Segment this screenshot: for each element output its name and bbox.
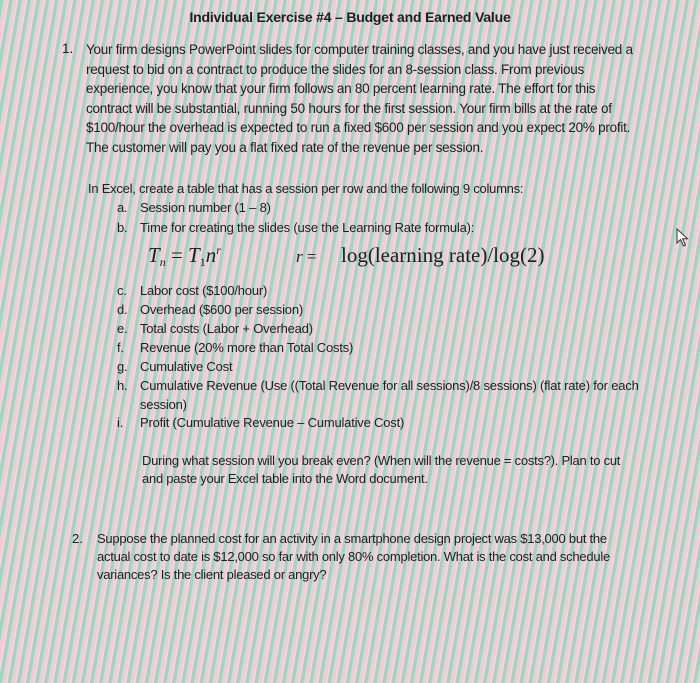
question-1-line: contract will be substantial, running 50 hours for the first session. Your firm bills at the rate of xyxy=(86,100,612,116)
question-2-line: Suppose the planned cost for an activity in a smartphone design project was $13,000 but the xyxy=(97,531,607,546)
list-marker: i. xyxy=(117,415,124,430)
list-text: Overhead ($600 per session) xyxy=(140,302,303,317)
question-1-line: request to bid on a contract to produce the slides for an 8-session class. From previous xyxy=(86,61,585,77)
list-text: Revenue (20% more than Total Costs) xyxy=(140,340,354,355)
list-marker: c. xyxy=(117,283,127,298)
formula-superscript: r xyxy=(216,243,221,257)
breakeven-line: During what session will you break even? (When will the revenue = costs?). Plan to cut xyxy=(142,453,621,468)
formula-equals: = xyxy=(165,243,189,267)
excel-instructions: In Excel, create a table that has a session per row and the following 9 columns: xyxy=(88,181,524,196)
formula-symbol: T xyxy=(188,243,200,267)
question-2-line: actual cost to date is $12,000 so far with only 80% completion. What is the cost and schedule xyxy=(97,549,610,564)
learning-rate-formula xyxy=(148,243,221,270)
list-text: Profit (Cumulative Revenue – Cumulative Cost) xyxy=(140,415,405,430)
r-formula xyxy=(296,243,316,268)
mouse-pointer-icon xyxy=(676,228,690,248)
list-marker: h. xyxy=(117,378,128,393)
question-1-line: experience, you know that your firm follows an 80 percent learning rate. The effort for this xyxy=(86,81,596,96)
list-marker: f. xyxy=(117,340,124,355)
formula-subscript: n xyxy=(159,255,166,269)
formula-subscript: 1 xyxy=(199,255,206,269)
question-1-line: $100/hour the overhead is expected to run a fixed $600 per session and you expect 20% profit. xyxy=(86,120,631,135)
list-text: Total costs (Labor + Overhead) xyxy=(140,321,313,336)
list-marker: b. xyxy=(117,220,128,235)
list-text-continued: session) xyxy=(140,397,187,412)
breakeven-line: and paste your Excel table into the Word document. xyxy=(142,471,428,486)
list-marker: d. xyxy=(117,302,128,317)
list-text: Cumulative Revenue (Use ((Total Revenue for all sessions)/8 sessions) (flat rate) for each xyxy=(140,378,639,393)
document-title: Individual Exercise #4 – Budget and Earned Value xyxy=(189,9,511,25)
list-text: Session number (1 – 8) xyxy=(140,200,271,215)
question-1-text xyxy=(86,40,686,157)
list-marker: a. xyxy=(117,200,128,215)
formula-symbol: n xyxy=(205,243,217,267)
list-marker: e. xyxy=(117,321,128,336)
formula-symbol: T xyxy=(148,243,160,267)
question-2-line: variances? Is the client pleased or angry? xyxy=(97,567,327,582)
breakeven-question xyxy=(142,452,620,488)
r-expression: log(learning rate)/log(2) xyxy=(341,243,545,267)
formula-equals: = xyxy=(302,247,317,266)
question-1-number: 1. xyxy=(62,41,74,56)
list-text: Labor cost ($100/hour) xyxy=(140,283,268,298)
list-text: Cumulative Cost xyxy=(140,359,233,374)
question-2-text xyxy=(97,530,610,584)
question-1-line: Your firm designs PowerPoint slides for computer training classes, and you have just received a xyxy=(86,42,633,57)
question-1-line: The customer will pay you a flat fixed rate of the revenue per session. xyxy=(86,139,484,155)
question-2-number: 2. xyxy=(72,531,83,546)
list-text: Time for creating the slides (use the Learning Rate formula): xyxy=(140,220,475,235)
list-marker: g. xyxy=(117,359,128,374)
formula-symbol: r xyxy=(296,247,303,266)
